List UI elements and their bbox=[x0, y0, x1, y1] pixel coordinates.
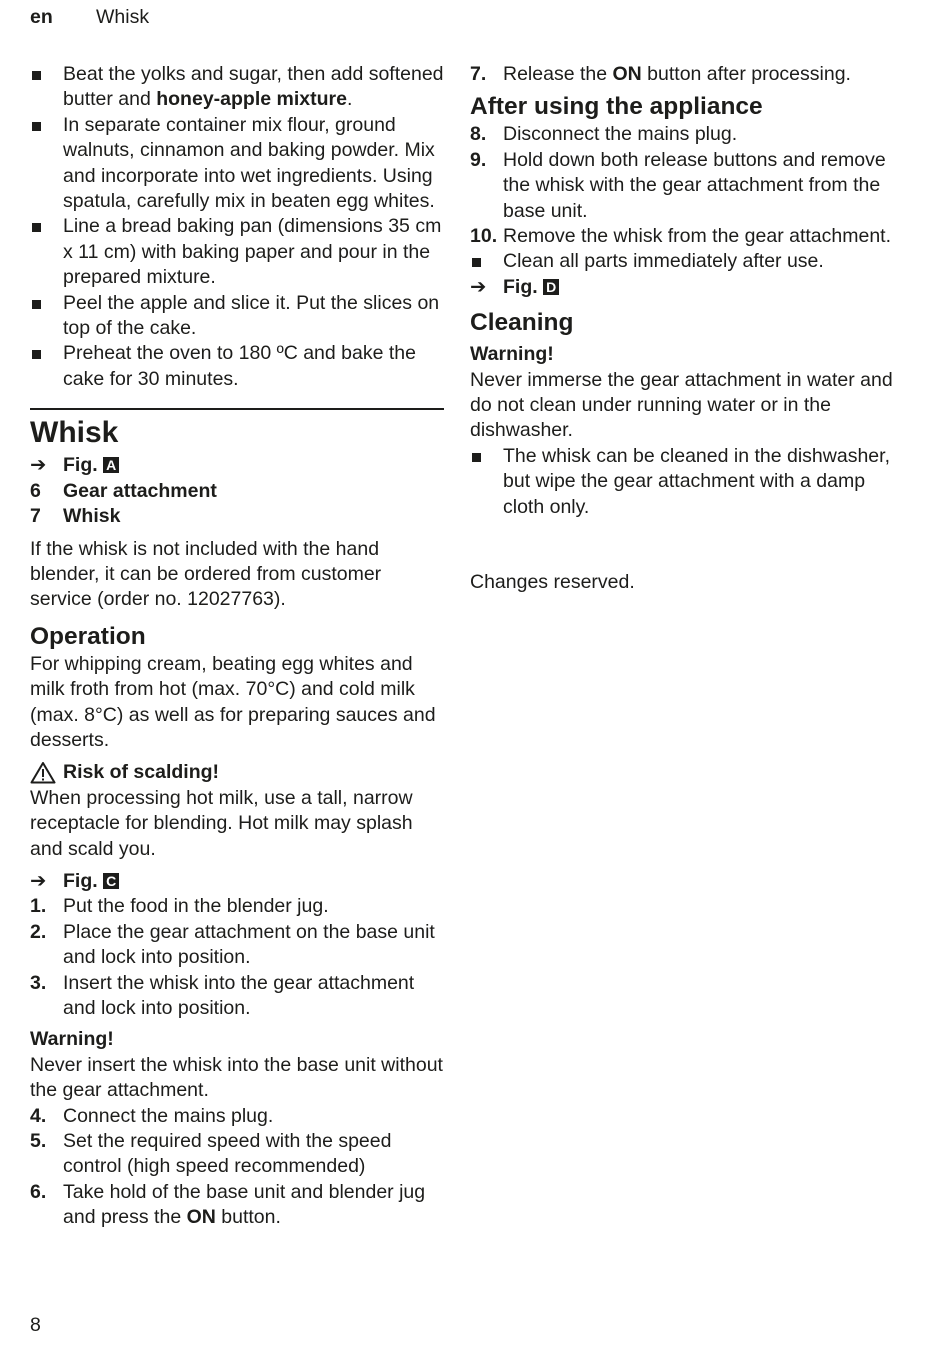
warning-heading: Warning! bbox=[30, 1028, 114, 1051]
operation-intro: For whipping cream, beating egg whites and milk froth from hot (max. 70°C) and cold milk (max. 8°C) as well as for preparing sauces and desserts. bbox=[30, 652, 436, 751]
step-item: 10. Remove the whisk from the gear attachment. bbox=[470, 225, 892, 248]
operation-steps-continued bbox=[30, 1104, 444, 1231]
step-item: 8. Disconnect the mains plug. bbox=[470, 123, 738, 146]
section-title-whisk: Whisk bbox=[30, 416, 119, 450]
left-column bbox=[30, 62, 444, 1231]
step-item: 4. Connect the mains plug. bbox=[30, 1104, 274, 1127]
section-title-after-use: After using the appliance bbox=[470, 93, 763, 121]
section-title-cleaning: Cleaning bbox=[470, 309, 574, 337]
risk-text: When processing hot milk, use a tall, narrow receptacle for blending. Hot milk may splash and scald you. bbox=[30, 786, 413, 860]
section-divider bbox=[30, 408, 444, 410]
parts-list bbox=[30, 479, 444, 530]
recipe-bullet-list bbox=[30, 62, 444, 392]
step-item: 7. Release the ON button after processing. bbox=[470, 63, 851, 85]
figure-reference: ➔ Fig. A bbox=[30, 453, 444, 478]
warning-text: Never insert the whisk into the base unit without the gear attachment. bbox=[30, 1053, 443, 1102]
arrow-right-icon: ➔ bbox=[30, 869, 47, 892]
figure-letter-badge: A bbox=[103, 457, 119, 473]
figure-reference: ➔ Fig. D bbox=[470, 275, 910, 300]
header-title: Whisk bbox=[96, 6, 150, 28]
recipe-bullet: Peel the apple and slice it. Put the slices on top of the cake. bbox=[30, 291, 444, 342]
figure-reference: ➔ Fig. C bbox=[30, 869, 444, 894]
warning-triangle-icon bbox=[30, 761, 56, 784]
part-item: 7 Whisk bbox=[30, 505, 121, 528]
recipe-bullet: In separate container mix flour, ground walnuts, cinnamon and baking powder. Mix and incorporate into wet ingredients. Using spatula, carefully mix in beaten egg whites. bbox=[30, 113, 444, 215]
warning-text: Never immerse the gear attachment in water and do not clean under running water or in the dishwasher. bbox=[470, 368, 893, 442]
warning-heading: Warning! bbox=[470, 343, 554, 366]
language-code: en bbox=[30, 6, 53, 28]
right-column bbox=[470, 62, 910, 596]
recipe-bullet: Beat the yolks and sugar, then add softened butter and honey-apple mixture. bbox=[30, 62, 444, 113]
bullet-item: Clean all parts immediately after use. bbox=[470, 249, 910, 274]
arrow-right-icon: ➔ bbox=[470, 275, 487, 298]
step-item: 6. Take hold of the base unit and blender jug and press the ON button. bbox=[30, 1180, 426, 1229]
step-item: 1. Put the food in the blender jug. bbox=[30, 895, 329, 918]
whisk-note: If the whisk is not included with the hand blender, it can be ordered from customer service (order no. 12027763). bbox=[30, 537, 382, 611]
after-use-bullets bbox=[470, 249, 910, 274]
figure-letter-badge: D bbox=[543, 279, 559, 295]
running-header bbox=[30, 5, 149, 30]
step-item: 2. Place the gear attachment on the base unit and lock into position. bbox=[30, 920, 435, 969]
page-number: 8 bbox=[30, 1314, 41, 1336]
step-item: 5. Set the required speed with the speed control (high speed recommended) bbox=[30, 1130, 392, 1178]
changes-reserved: Changes reserved. bbox=[470, 571, 635, 594]
operation-steps bbox=[30, 894, 444, 1021]
part-item: 6 Gear attachment bbox=[30, 479, 217, 502]
after-use-steps bbox=[470, 122, 910, 249]
bullet-item: The whisk can be cleaned in the dishwasher, but wipe the gear attachment with a damp cloth only. bbox=[470, 444, 910, 520]
figure-letter-badge: C bbox=[103, 873, 119, 889]
cleaning-bullets bbox=[470, 444, 910, 520]
risk-heading: Risk of scalding! bbox=[30, 760, 444, 785]
section-title-operation: Operation bbox=[30, 622, 146, 650]
arrow-right-icon: ➔ bbox=[30, 454, 47, 477]
recipe-bullet: Line a bread baking pan (dimensions 35 cm x 11 cm) with baking paper and pour in the prepared mixture. bbox=[30, 214, 444, 290]
step-item: 9. Hold down both release buttons and remove the whisk with the gear attachment from the base unit. bbox=[470, 148, 886, 222]
step-item: 3. Insert the whisk into the gear attachment and lock into position. bbox=[30, 971, 415, 1019]
operation-steps-final bbox=[470, 62, 910, 87]
recipe-bullet: Preheat the oven to 180 ºC and bake the cake for 30 minutes. bbox=[30, 341, 444, 392]
